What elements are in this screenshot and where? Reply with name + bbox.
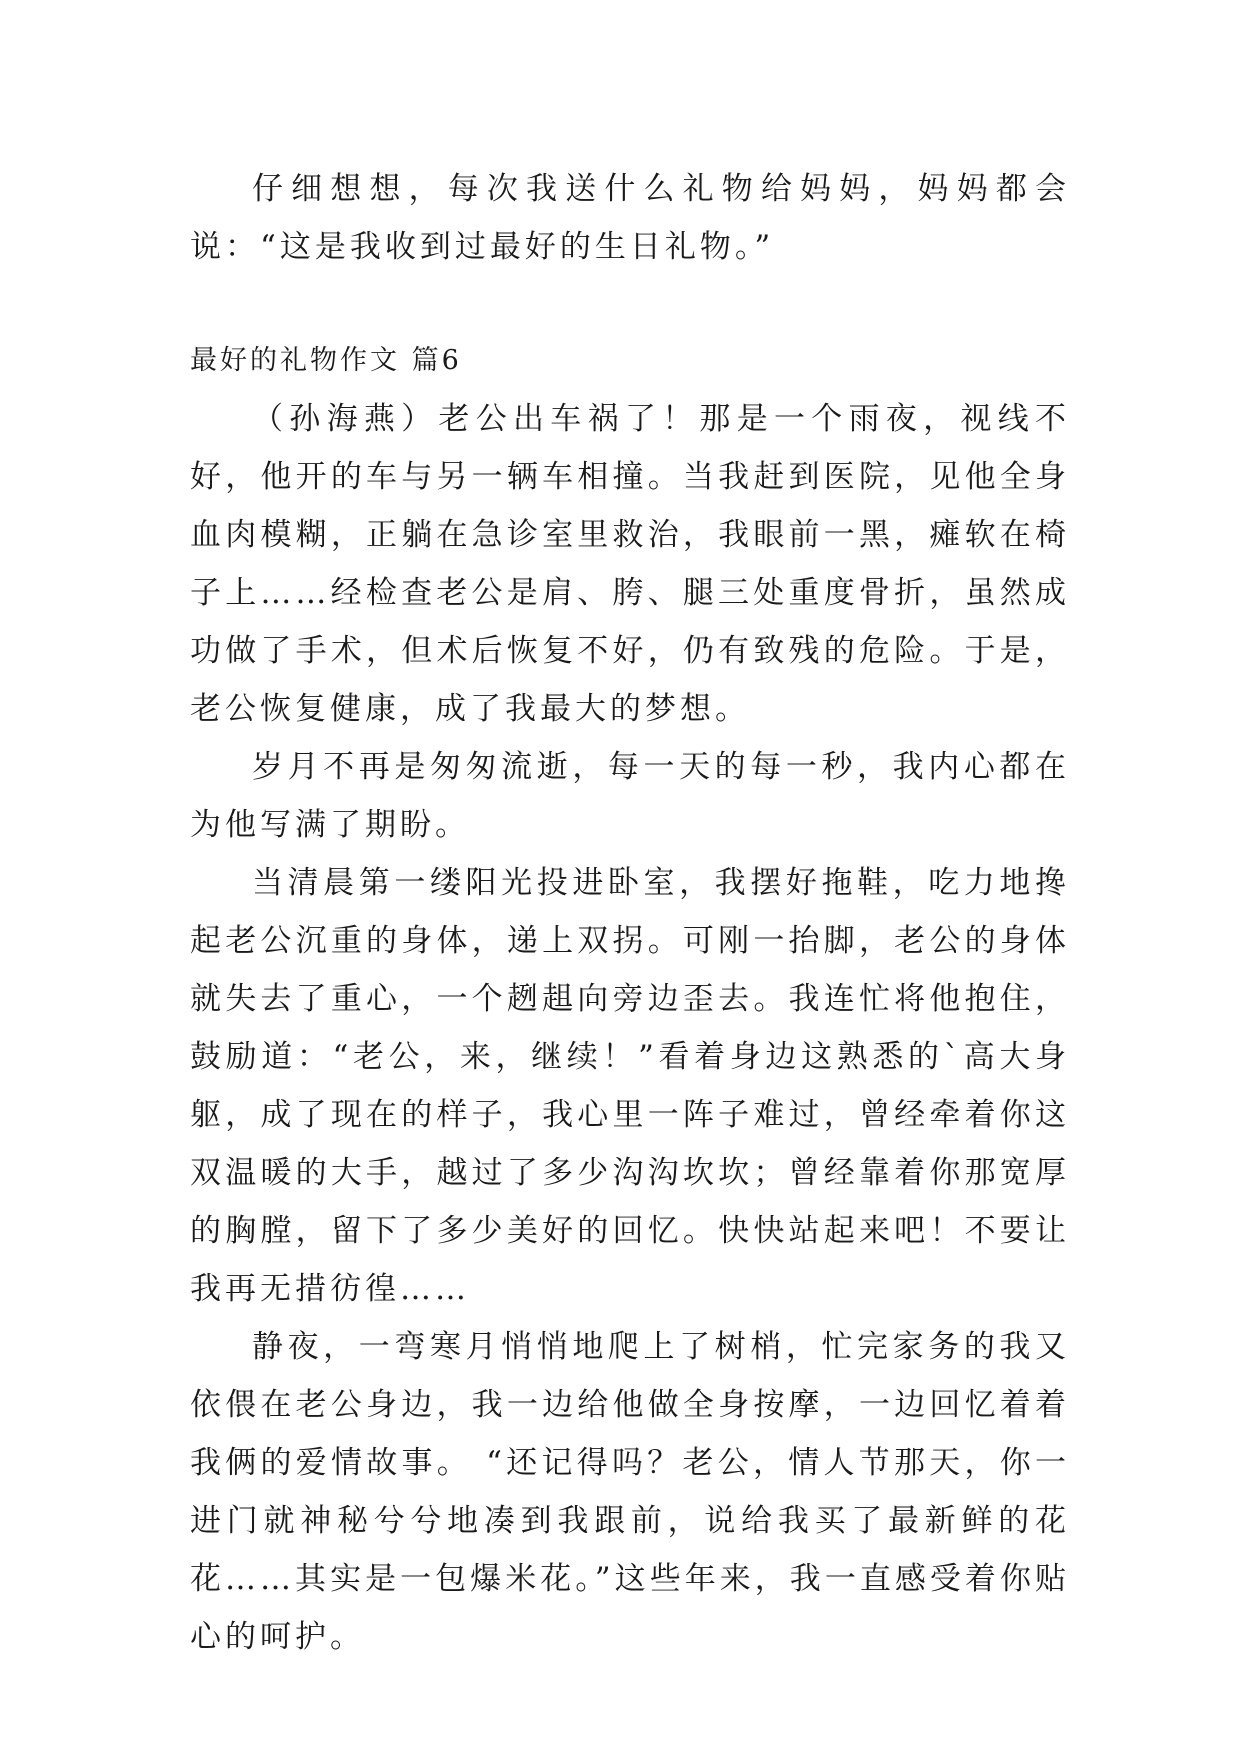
paragraph-1: （孙海燕）老公出车祸了！那是一个雨夜，视线不好，他开的车与另一辆车相撞。当我赶到医院，见他全身血肉模糊，正躺在急诊室里救治，我眼前一黑，瘫软在椅子上……经检查老公是肩、胯、腿三处重度骨折，虽然成功做了手术，但术后恢复不好，仍有致残的危险。于是，老公恢复健康，成了我最大的梦想。 (190, 401, 1070, 727)
paragraph-4: 静夜，一弯寒月悄悄地爬上了树梢，忙完家务的我又依偎在老公身边，我一边给他做全身按摩，一边回忆着着我俩的爱情故事。 “还记得吗？老公，情人节那天，你一进门就神秘兮兮地凑到我跟前，说给我买了最新鲜的花花……其实是一包爆米花。”这些年来，我一直感受着你贴心的呵护。 (190, 1329, 1070, 1655)
document-body (190, 160, 1070, 1666)
section-heading: 最好的礼物作文 篇6 (190, 345, 462, 376)
paragraph-3: 当清晨第一缕阳光投进卧室，我摆好拖鞋，吃力地搀起老公沉重的身体，递上双拐。可刚一抬脚，老公的身体就失去了重心，一个趔趄向旁边歪去。我连忙将他抱住，鼓励道：“老公，来，继续！”看着身边这熟悉的`高大身躯，成了现在的样子，我心里一阵子难过，曾经牵着你这双温暖的大手，越过了多少沟沟坎坎；曾经靠着你那宽厚的胸膛，留下了多少美好的回忆。快快站起来吧！不要让我再无措彷徨…… (190, 865, 1070, 1307)
paragraph-2: 岁月不再是匆匆流逝，每一天的每一秒，我内心都在为他写满了期盼。 (190, 749, 1070, 843)
intro-paragraph: 仔细想想，每次我送什么礼物给妈妈，妈妈都会说：“这是我收到过最好的生日礼物。” (190, 171, 1070, 265)
